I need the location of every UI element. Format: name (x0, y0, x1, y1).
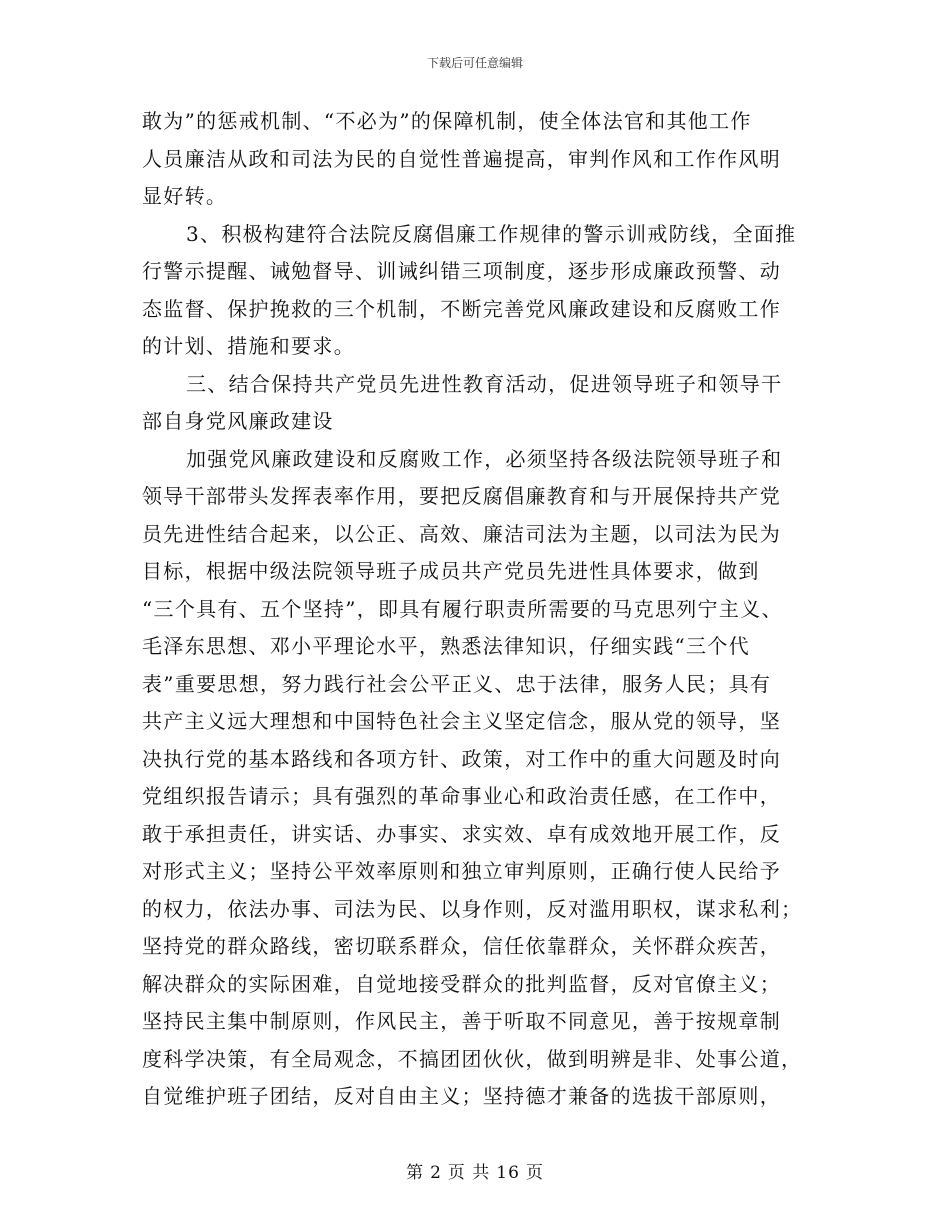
body-line: 坚持党的群众路线，密切联系群众，信任依靠群众，关怀群众疾苦， (142, 934, 781, 958)
body-line: 对形式主义；坚持公平效率原则和独立审判原则，正确行使人民给予 (142, 859, 781, 883)
body-line: 显好转。 (142, 184, 228, 208)
body-line: 共产主义远大理想和中国特色社会主义坚定信念，服从党的领导，坚 (142, 709, 781, 733)
body-line: 敢于承担责任，讲实话、办事实、求实效、卓有成效地开展工作，反 (142, 821, 781, 846)
body-line: 员先进性结合起来，以公正、高效、廉洁司法为主题，以司法为民为 (142, 521, 781, 546)
section-heading: 三、结合保持共产党员先进性教育活动，促进领导班子和领导干 (186, 371, 783, 396)
footer-middle: 页 共 (447, 1163, 491, 1183)
page-footer (0, 1158, 950, 1183)
body-line: 坚持民主集中制原则，作风民主，善于听取不同意见，善于按规章制 (142, 1009, 781, 1033)
body-line: 决执行党的基本路线和各项方针、政策，对工作中的重大问题及时向 (142, 746, 781, 771)
body-line: 的计划、措施和要求。 (142, 334, 355, 358)
body-line: 3、积极构建符合法院反腐倡廉工作规律的警示训戒防线，全面推 (186, 221, 797, 246)
body-line: 解决群众的实际困难，自觉地接受群众的批判监督，反对官僚主义； (142, 971, 781, 996)
body-line: 态监督、保护挽救的三个机制，不断完善党风廉政建设和反腐败工作 (142, 296, 781, 321)
section-heading: 部自身党风廉政建设 (142, 409, 334, 433)
body-line: 党组织报告请示；具有强烈的革命事业心和政治责任感，在工作中， (142, 784, 781, 808)
body-line: “三个具有、五个坚持”，即具有履行职责所需要的马克思列宁主义、 (142, 596, 783, 621)
body-line: 度科学决策，有全局观念，不搞团团伙伙，做到明辨是非、处事公道， (142, 1046, 803, 1071)
current-page-number: 2 (430, 1163, 442, 1183)
body-line: 表”重要思想，努力践行社会公平正义、忠于法律，服务人民；具有 (142, 671, 772, 696)
page-header: 下载后可任意编辑 (426, 56, 523, 70)
footer-suffix: 页 (525, 1163, 544, 1183)
body-line: 人员廉洁从政和司法为民的自觉性普遍提高，审判作风和工作作风明 (142, 146, 781, 171)
body-line: 敢为”的惩戒机制、“不必为”的保障机制，使全体法官和其他工作 (142, 109, 752, 133)
body-line: 加强党风廉政建设和反腐败工作，必须坚持各级法院领导班子和 (186, 446, 783, 471)
total-pages-number: 16 (496, 1163, 520, 1183)
footer-prefix: 第 (406, 1163, 425, 1183)
document-body (142, 103, 802, 1116)
body-line: 行警示提醒、诫勉督导、训诫纠错三项制度，逐步形成廉政预警、动 (142, 259, 781, 283)
body-line: 毛泽东思想、邓小平理论水平，熟悉法律知识，仔细实践“三个代 (142, 634, 750, 658)
body-line: 的权力，依法办事、司法为民、以身作则，反对滥用职权，谋求私利； (142, 896, 803, 921)
body-line: 目标，根据中级法院领导班子成员共产党员先进性具体要求，做到 (142, 559, 760, 583)
body-line: 自觉维护班子团结，反对自由主义；坚持德才兼备的选拔干部原则， (142, 1084, 781, 1108)
body-line: 领导干部带头发挥表率作用，要把反腐倡廉教育和与开展保持共产党 (142, 484, 781, 508)
